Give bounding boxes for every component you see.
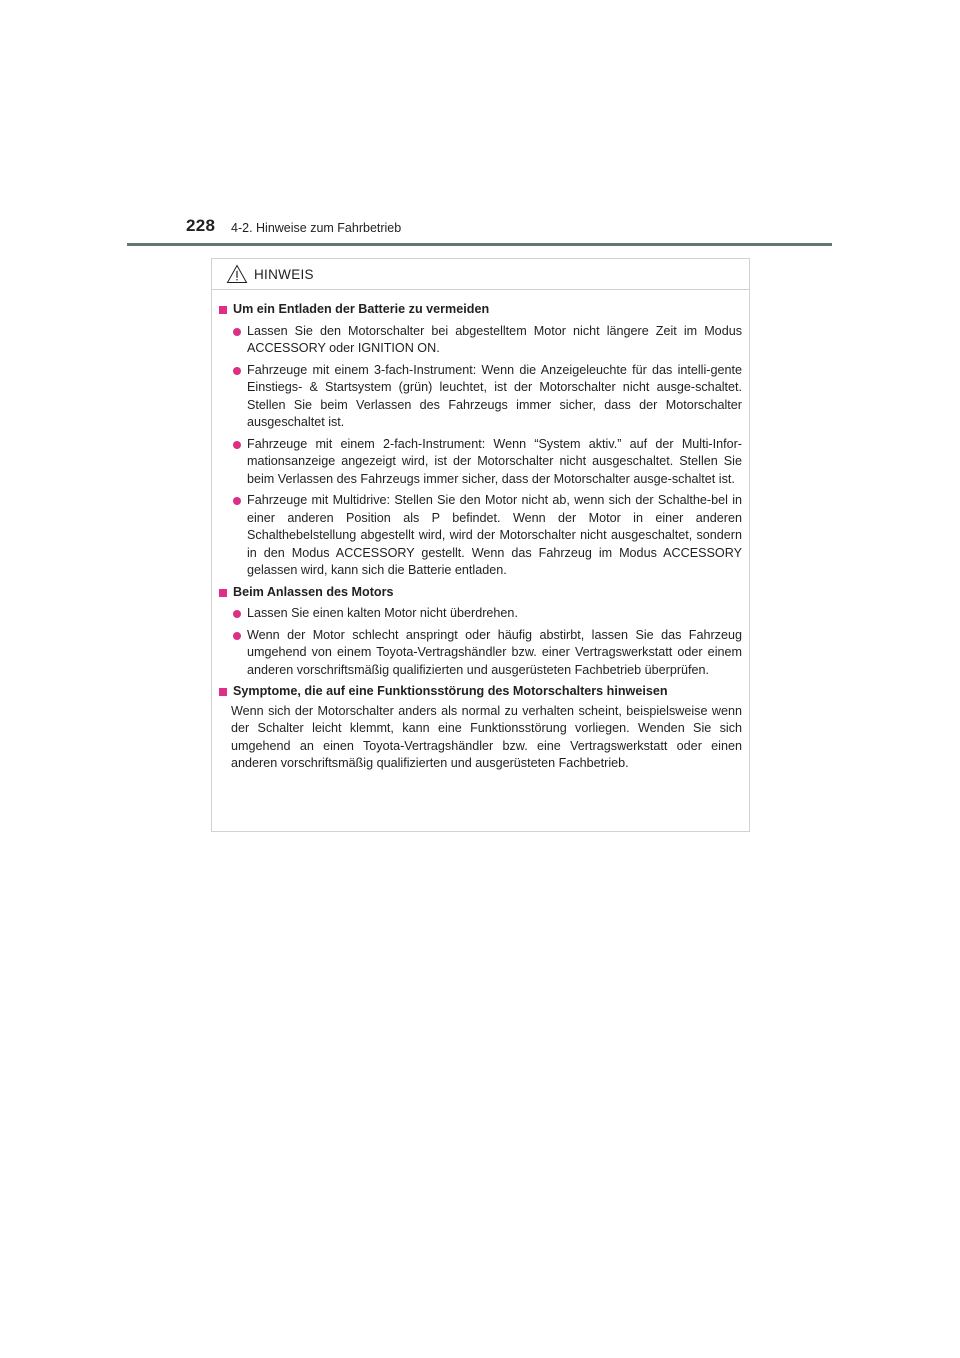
section-heading bbox=[218, 301, 742, 319]
list-item bbox=[231, 605, 742, 623]
list-item bbox=[231, 323, 742, 358]
round-bullet-icon bbox=[233, 441, 241, 449]
section-heading-text: Symptome, die auf eine Funktionsstörung des Motorschalters hinweisen bbox=[233, 684, 668, 698]
round-bullet-icon bbox=[233, 367, 241, 375]
header-rule bbox=[127, 243, 832, 246]
square-bullet-icon bbox=[219, 306, 227, 314]
notice-body bbox=[212, 290, 749, 773]
list-item bbox=[231, 492, 742, 580]
list-item-text: Lassen Sie einen kalten Motor nicht überdrehen. bbox=[247, 606, 518, 620]
page-number: 228 bbox=[186, 216, 216, 235]
section-paragraph: Wenn sich der Motorschalter anders als normal zu verhalten scheint, beispielsweise wenn der Schalter leicht klemmt, kann eine Funktionsstörung vorliegen. Wenden Sie sich umgehend an einen Toyota-Vertragshändler bzw. eine Vertragswerkstatt oder einen anderen vorschriftsmäßig qualifizierten und ausgerüsteten Fachbetrieb. bbox=[231, 703, 742, 770]
list-item-text: Wenn der Motor schlecht anspringt oder häufig abstirbt, lassen Sie das Fahrzeug umgehend von einem Toyota-Vertragshändler bzw. einer Vertragswerkstatt oder einem anderen vorschriftsmäßig qualifizierten und ausgerüsteten Fachbetrieb überprüfen. bbox=[247, 627, 742, 677]
warning-triangle-icon bbox=[226, 264, 248, 284]
list-item-text: Lassen Sie den Motorschalter bei abgestelltem Motor nicht längere Zeit im Modus ACCESSORY oder IGNITION ON. bbox=[247, 323, 742, 355]
section-title: 4-2. Hinweise zum Fahrbetrieb bbox=[231, 221, 402, 235]
notice-header bbox=[212, 259, 749, 290]
list-item bbox=[231, 362, 742, 432]
section-heading bbox=[218, 683, 742, 701]
list-item-text: Fahrzeuge mit einem 2-fach-Instrument: Wenn “System aktiv.” auf der Multi-Infor-mationsanzeige angezeigt wird, ist der Motorschalter nicht ausgeschaltet. Stellen Sie beim Verlassen des Fahrzeugs immer sicher, dass der Motorschalter ausge-schaltet ist. bbox=[247, 436, 742, 486]
list-item-text: Fahrzeuge mit Multidrive: Stellen Sie den Motor nicht ab, wenn sich der Schalthe-bel in einer anderen Position als P befindet. Wenn der Motor in einer anderen Schalthebelstellung abgestellt wird, wird der Motorschalter nicht ausgeschaltet, sondern in den Modus ACCESSORY gestellt. Wenn das Fahrzeug im Modus ACCESSORY gelassen wird, kann sich die Batterie entladen. bbox=[247, 493, 742, 577]
list-item bbox=[231, 436, 742, 489]
notice-title: HINWEIS bbox=[254, 266, 314, 282]
round-bullet-icon bbox=[233, 632, 241, 640]
square-bullet-icon bbox=[219, 589, 227, 597]
section-heading bbox=[218, 584, 742, 602]
round-bullet-icon bbox=[233, 497, 241, 505]
list-item bbox=[231, 627, 742, 680]
section-heading-text: Um ein Entladen der Batterie zu vermeiden bbox=[233, 302, 490, 316]
list-item-text: Fahrzeuge mit einem 3-fach-Instrument: Wenn die Anzeigeleuchte für das intelli-gente Einstiegs- & Startsystem (grün) leuchtet, ist der Motorschalter nicht ausge-schaltet. Stellen Sie beim Verlassen des Fahrzeugs immer sicher, dass der Motorschalter ausgeschaltet ist. bbox=[247, 362, 742, 429]
round-bullet-icon bbox=[233, 610, 241, 618]
square-bullet-icon bbox=[219, 688, 227, 696]
notice-box bbox=[211, 258, 750, 832]
section-heading-text: Beim Anlassen des Motors bbox=[233, 584, 394, 599]
round-bullet-icon bbox=[233, 328, 241, 336]
